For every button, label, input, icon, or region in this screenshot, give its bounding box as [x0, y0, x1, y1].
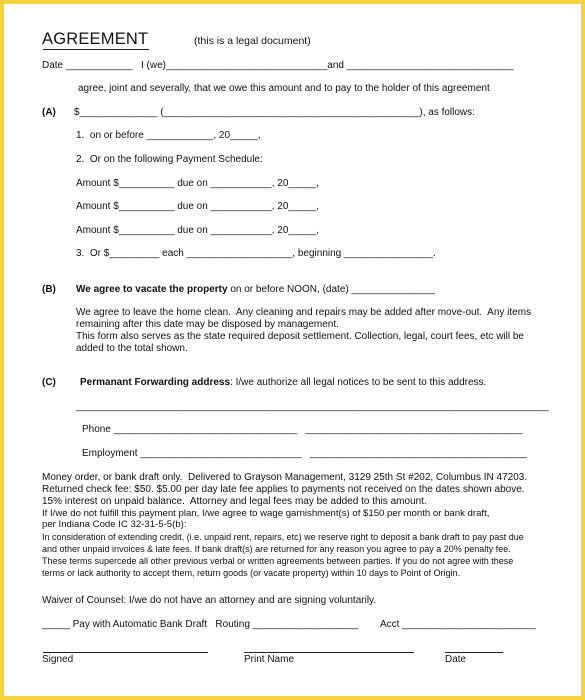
section-a-item-1: 1. on or before ____________, 20_____, — [76, 130, 261, 141]
section-b-paragraph-line: added to the total shown. — [76, 343, 188, 354]
section-c-heading-bold: Permanant Forwarding address — [80, 377, 231, 388]
print-name-line — [244, 652, 414, 653]
section-a-marker: (A) — [42, 107, 56, 118]
section-b-heading — [76, 284, 435, 296]
section-c-marker: (C) — [42, 377, 56, 388]
section-b-heading-rest: on or before NOON, (date) _______________ — [227, 284, 435, 295]
terms-line: If I/we do not fulfill this payment plan, I/we agree to wage garnishment(s) of $150 per month or bank draft, — [42, 508, 490, 519]
signed-line — [43, 652, 208, 653]
section-b-paragraph-line: remaining after this date may be disposed by management. — [76, 319, 339, 330]
phone-line: Phone _________________________________ _______________________________________ — [82, 424, 523, 435]
section-b-marker: (B) — [42, 284, 56, 295]
terms-line: These terms supercede all other previous verbal or written agreements between parties. If you do not agree with these — [42, 556, 514, 566]
agreement-page — [4, 4, 581, 696]
date-parties-line: Date ____________ I (we)_____________________________and ______________________________ — [42, 60, 514, 71]
section-c-heading-rest: : I/we authorize all legal notices to be sent to this address. — [230, 377, 487, 388]
payment-schedule-row: Amount $__________ due on ___________, 20_____, — [76, 201, 320, 212]
signed-label: Signed — [42, 654, 74, 665]
section-b-paragraph-line: This form also serves as the state required deposit settlement. Collection, legal, court fees, etc will be — [76, 331, 524, 342]
section-c-heading — [80, 377, 486, 389]
section-b-paragraph-line: We agree to leave the home clean. Any cleaning and repairs may be added after move-out. Any items — [76, 307, 532, 318]
forwarding-address-line: _____________________________________________________________________________________ — [76, 401, 549, 412]
date-line — [445, 652, 503, 653]
print-name-label: Print Name — [244, 654, 295, 665]
terms-line: 15% interest on unpaid balance. Attorney and legal fees may be added to this amount. — [42, 496, 427, 507]
terms-line: per Indiana Code IC 32-31-5-5(b): — [42, 519, 187, 530]
title-underline — [43, 49, 149, 50]
payment-schedule-row: Amount $__________ due on ___________, 20_____, — [76, 225, 320, 236]
terms-line: and other unpaid invoices & late fees. If bank draft(s) are returned for any reason you agree to pay a 20% penalty fee. — [42, 544, 511, 554]
date-label: Date — [445, 654, 467, 665]
document-title: AGREEMENT — [42, 30, 149, 48]
section-a-item-3: 3. Or $_________ each ___________________, beginning ________________. — [76, 248, 436, 259]
terms-line: In consideration of extending credit, (i.e. unpaid rent, repairs, etc) we reserve right to deposit a bank draft to pay past due — [42, 532, 524, 542]
terms-line: Returned check fee: $50. $5.00 per day late fee applies to payments not received on the dates shown above. — [42, 484, 525, 495]
section-b-heading-bold: We agree to vacate the property — [76, 284, 228, 295]
agree-line: agree, joint and severally, that we owe this amount and to pay to the holder of this agreement — [78, 83, 490, 94]
payment-schedule-row: Amount $__________ due on ___________, 20_____, — [76, 178, 320, 189]
terms-line: terms or lack authority to accept them, return goods (or vacate property) within 10 days to Point of Origin. — [42, 568, 461, 578]
bank-draft-line: _____ Pay with Automatic Bank Draft Routing ___________________ Acct ________________________ — [42, 619, 536, 630]
employment-line: Employment _____________________________ _______________________________________ — [82, 448, 527, 459]
terms-line: Money order, or bank draft only. Delivered to Grayson Management, 3129 25th St #202, Columbus IN 47203. — [42, 472, 528, 483]
section-a-amount-line: $______________ (______________________________________________), as follows: — [74, 107, 475, 118]
document-subtitle: (this is a legal document) — [194, 35, 311, 47]
section-a-item-2: 2. Or on the following Payment Schedule: — [76, 154, 263, 165]
waiver-of-counsel: Waiver of Counsel: I/we do not have an attorney and are signing voluntarily. — [42, 595, 377, 606]
